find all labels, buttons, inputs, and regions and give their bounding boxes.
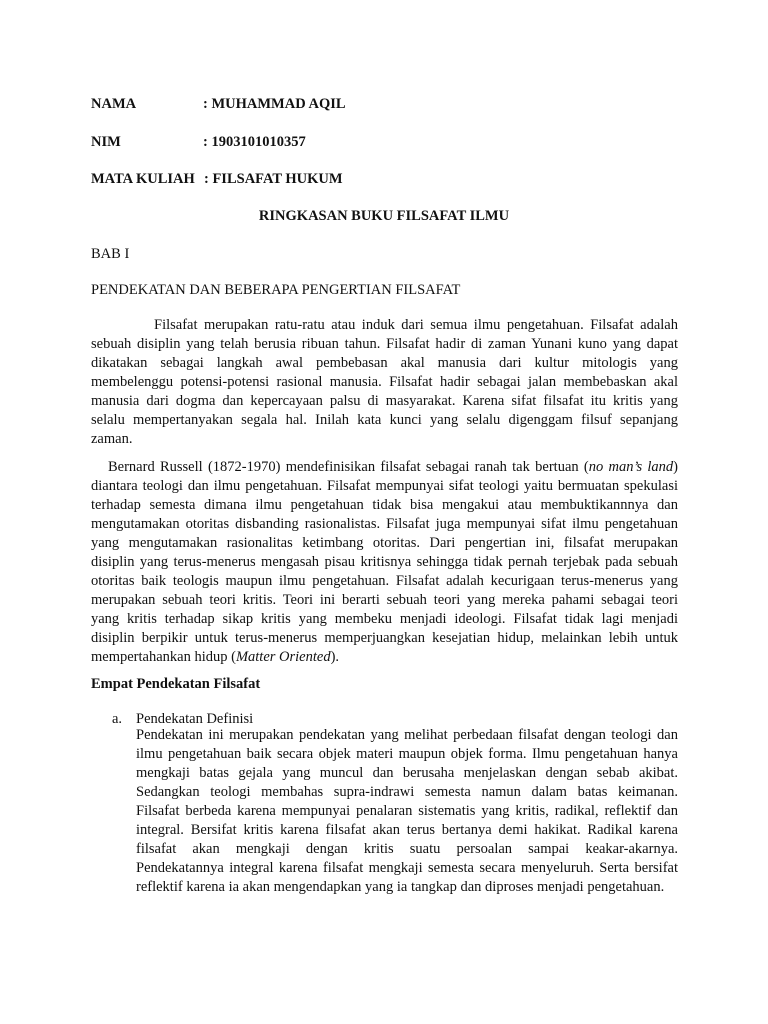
name-field — [91, 95, 346, 113]
paragraph-line — [91, 458, 678, 477]
paragraph-line: Sedangkan teologi membahas supra-indrawi semesta namun dalam batas keimanan. — [136, 784, 678, 800]
italic-term: Matter Oriented — [235, 649, 331, 665]
nim-value: : 1903101010357 — [203, 134, 306, 150]
text-segment: mempertahankan hidup ( — [91, 649, 236, 665]
paragraph-line: zaman. — [91, 431, 133, 447]
paragraph-line: merupakan sebuah teori kritis. Teori ini berarti sebuah teori yang mereka pahami sebagai teori — [91, 592, 678, 608]
paragraph-line: Pendekatannya integral karena filsafat mengkaji semesta secara menyeluruh. Serta bersifat — [136, 860, 678, 876]
paragraph-line: otoritas baik teologis maupun ilmu pengetahuan. Filsafat adalah kecurigaan terus-menerus yang — [91, 573, 678, 589]
paragraph-line: yang mengutamakan rasionalitas ketimbang otoritas. Dari pengertian ini, filsafat merupakan — [91, 535, 678, 551]
list-item-body — [136, 726, 678, 897]
nim-label: NIM — [91, 134, 121, 150]
italic-term: no man’s land — [588, 459, 674, 475]
name-value: : MUHAMMAD AQIL — [203, 96, 346, 112]
paragraph-line: ilmu pengetahuan baik secara objek materi maupun objek forma. Ilmu pengetahuan hanya — [136, 746, 678, 762]
paragraph-line: Filsafat merupakan ratu-ratu atau induk dari semua ilmu pengetahuan. Filsafat adalah — [154, 317, 678, 333]
paragraph-line: diantara teologi dan ilmu pengetahuan. Filsafat mempunyai sifat teologi yaitu bermuatan spekulasi — [91, 478, 678, 494]
name-label: NAMA — [91, 96, 137, 112]
paragraph-line: dikatakan sebagai langkah awal pembebasan akal manusia dari kultur mitologis yang — [91, 355, 678, 371]
document-title: RINGKASAN BUKU FILSAFAT ILMU — [258, 208, 510, 224]
course-label: MATA KULIAH — [91, 171, 195, 187]
paragraph-line: reflektif karena ia akan mengendapkan yang ia tangkap dan diproses menjadi pengetahuan. — [136, 879, 665, 895]
paragraph-line: sebuah disiplin yang telah berusia ribuan tahun. Filsafat hadir di zaman Yunani kuno yang dapat — [91, 336, 678, 352]
course-field — [91, 170, 343, 188]
paragraph-line: Filsafat berbeda karena mempunyai penalaran sistematis yang kritis, radikal, reflektif dan — [136, 803, 678, 819]
paragraph-line: integral. Bersifat kritis karena filsafat akan terus bertanya demi hakikat. Radikal karena — [136, 822, 678, 838]
text-segment: ) — [673, 459, 678, 475]
section-heading: Empat Pendekatan Filsafat — [91, 676, 261, 692]
text-segment: ). — [330, 649, 340, 665]
text-segment: Bernard Russell (1872-1970) mendefinisikan filsafat sebagai ranah tak bertuan ( — [108, 459, 589, 475]
paragraph-line: yang kritis terhadap sikap kritis yang membeku menjadi ideologi. Filsafat tidak lagi menjadi — [91, 611, 678, 627]
paragraph-line: Pendekatan ini merupakan pendekatan yang melihat perbedaan filsafat dengan teologi dan — [136, 727, 678, 743]
paragraph-intro — [91, 316, 678, 449]
paragraph-line: manusia dari dogma dan kepercayaan palsu di masyarakat. Karena sifat filsafat itu kritis yang — [91, 393, 678, 409]
list-item-title: Pendekatan Definisi — [136, 711, 254, 727]
nim-field — [91, 133, 306, 151]
list-marker: a. — [112, 711, 123, 727]
paragraph-line: disiplin yang terus-menerus mengasah pisau kritisnya sehingga tidak pernah terjebak pada sebuah — [91, 554, 678, 570]
paragraph-russell — [91, 458, 678, 667]
chapter-label: BAB I — [91, 246, 130, 262]
course-value: : FILSAFAT HUKUM — [204, 171, 343, 187]
chapter-title: PENDEKATAN DAN BEBERAPA PENGERTIAN FILSAFAT — [91, 282, 461, 298]
paragraph-line: disiplin berpikir untuk terus-menerus memperjuangkan kesejatian hidup, melainkan lebih untuk — [91, 630, 678, 646]
paragraph-line: filsafat akan mengkaji dengan kritis suatu persoalan sampai keakar-akarnya. — [136, 841, 678, 857]
paragraph-line — [91, 648, 678, 667]
paragraph-line: terhadap semesta dimana ilmu pengetahuan tidak bisa mengakui atau membuktikannnya dan — [91, 497, 678, 513]
paragraph-line: selalu mempertanyakan segala hal. Inilah kata kunci yang selalu digenggam filsuf sepanjang — [91, 412, 678, 428]
paragraph-line: membelenggu potensi-potensi rasional manusia. Filsafat hadir sebagai jalan membebaskan akal — [91, 374, 678, 390]
paragraph-line: mengutamakan otoritas disbanding rasionalistas. Filsafat juga mempunyai sifat ilmu pengetahuan — [91, 516, 678, 532]
paragraph-line: mengkaji batas gejala yang muncul dan berusaha menjelaskan dengan sebab akibat. — [136, 765, 678, 781]
